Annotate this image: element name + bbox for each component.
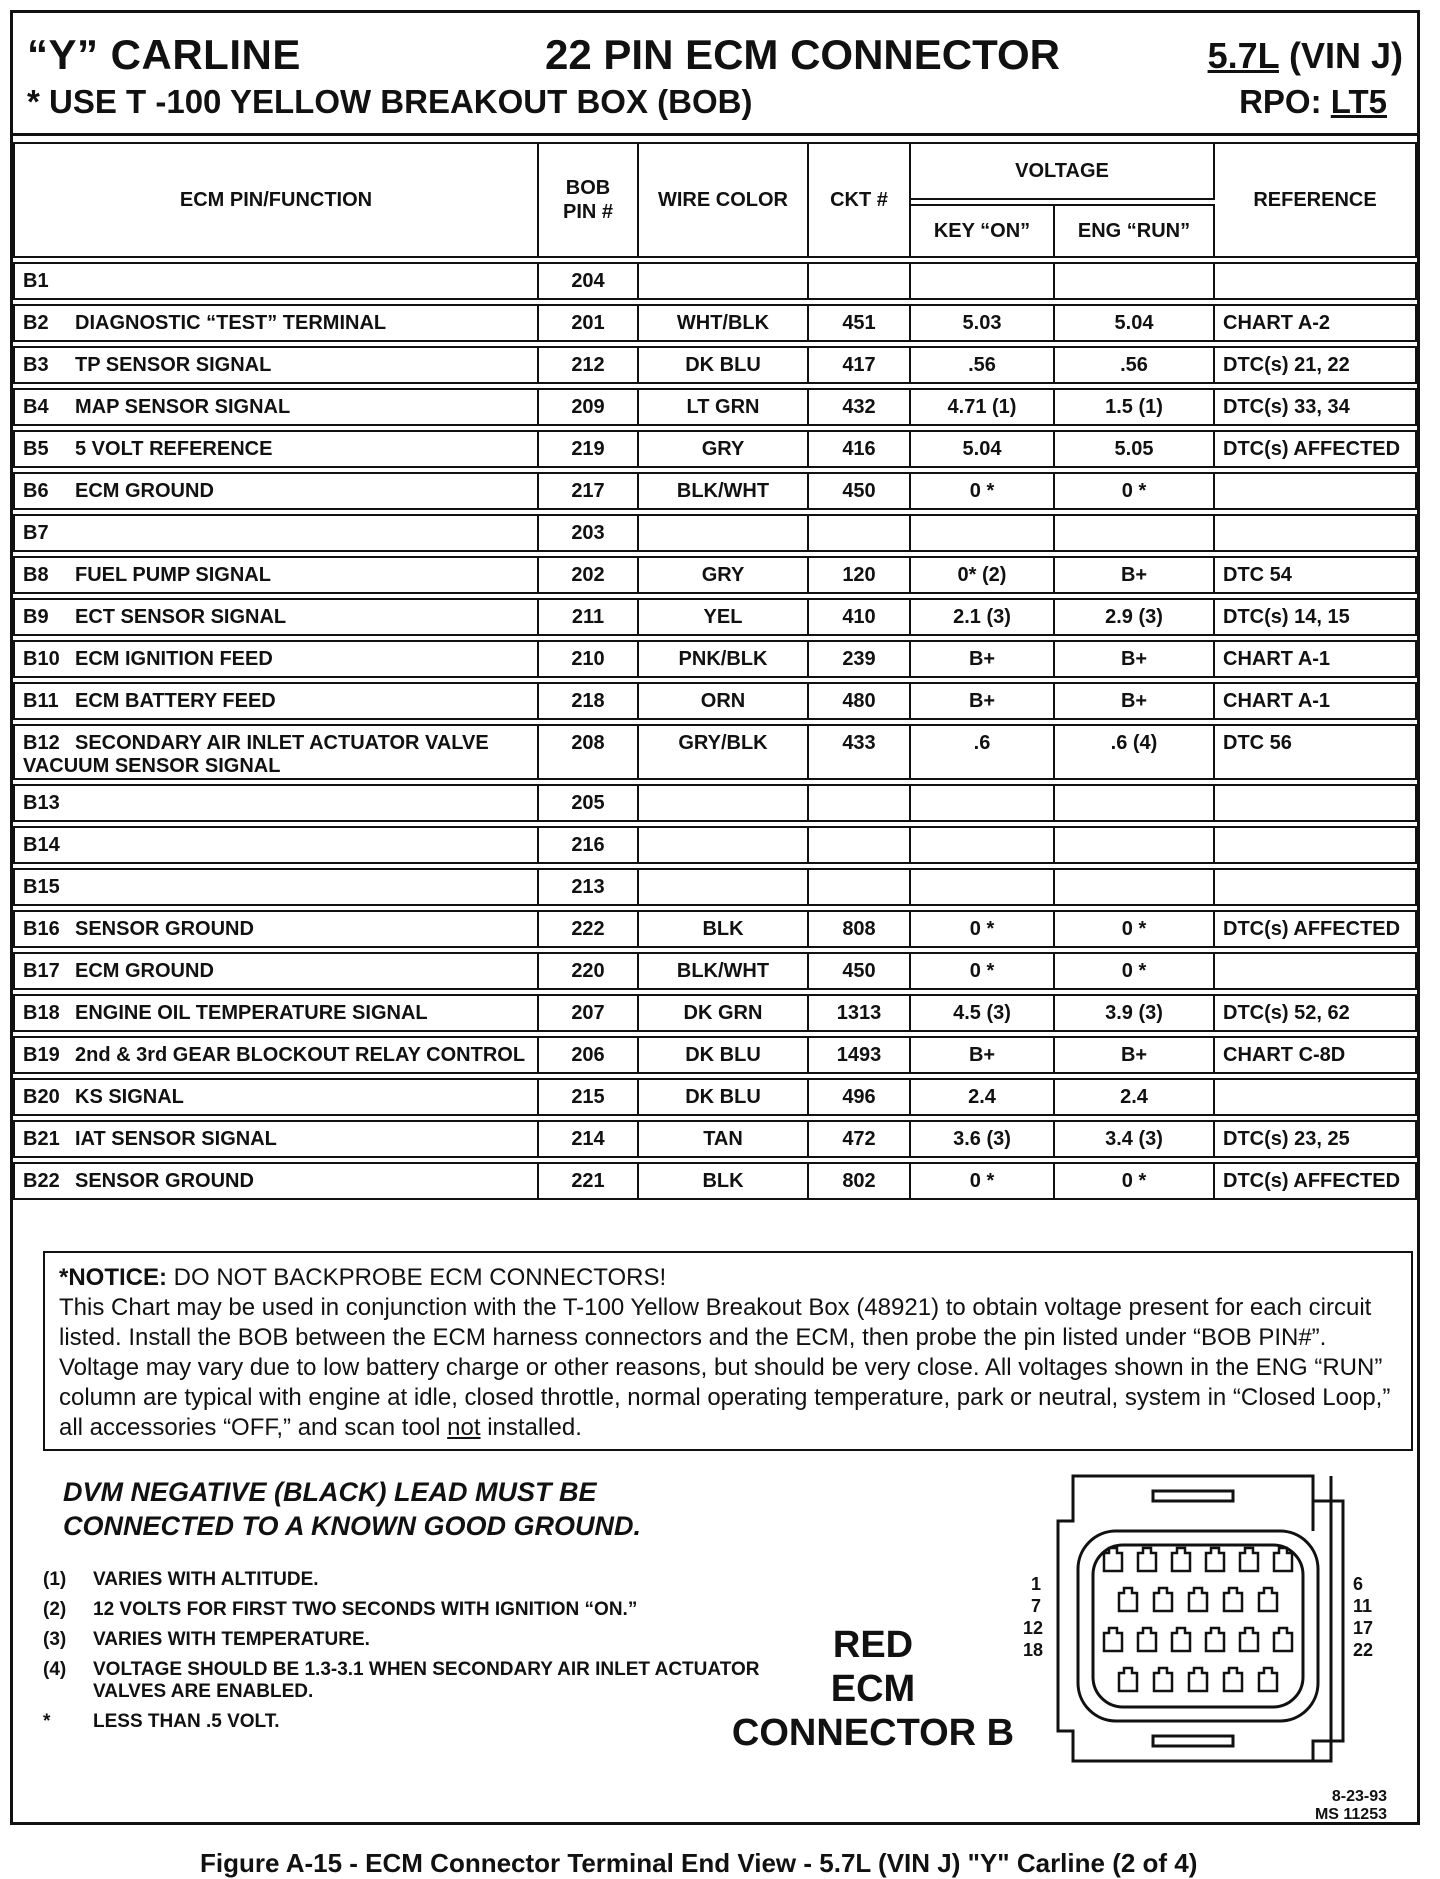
wire-color-cell: BLK [639, 910, 809, 948]
ckt-cell: 472 [809, 1120, 911, 1158]
connector-title: 22 PIN ECM CONNECTOR [545, 31, 1060, 78]
eng-run-voltage-cell: B+ [1055, 556, 1215, 594]
wire-color-cell: ORN [639, 682, 809, 720]
wire-color-cell: WHT/BLK [639, 304, 809, 342]
ckt-cell [809, 514, 911, 552]
pin-id: B18 [23, 1001, 60, 1024]
wire-color-cell: GRY [639, 430, 809, 468]
footnote-text: VARIES WITH ALTITUDE. [93, 1569, 319, 1590]
pin-id: B5 [23, 437, 49, 460]
ckt-cell: 450 [809, 952, 911, 990]
bob-pin-cell: 213 [539, 868, 639, 906]
wire-color-cell: BLK/WHT [639, 952, 809, 990]
reference-cell: DTC(s) 23, 25 [1215, 1120, 1417, 1158]
wire-color-cell: DK BLU [639, 1078, 809, 1116]
ckt-cell: 433 [809, 724, 911, 780]
wire-color-cell: DK BLU [639, 1036, 809, 1074]
eng-run-voltage-cell: 5.04 [1055, 304, 1215, 342]
bob-pin-cell: 218 [539, 682, 639, 720]
pin-id: B20 [23, 1085, 60, 1108]
eng-run-voltage-cell [1055, 826, 1215, 864]
footnote-key: * [43, 1711, 51, 1732]
col-header-eng-run: ENG “RUN” [1055, 204, 1215, 258]
pin-id: B1 [23, 269, 49, 292]
wire-color-cell: LT GRN [639, 388, 809, 426]
table-row [13, 1120, 1417, 1158]
table-row [13, 556, 1417, 594]
table-row [13, 826, 1417, 864]
reference-cell: DTC(s) 14, 15 [1215, 598, 1417, 636]
pin-cavity [1224, 1588, 1242, 1611]
bob-pin-cell: 207 [539, 994, 639, 1032]
eng-run-voltage-cell: 3.9 (3) [1055, 994, 1215, 1032]
bob-pin-cell: 216 [539, 826, 639, 864]
eng-run-voltage-cell: 5.05 [1055, 430, 1215, 468]
pin-function-cell [13, 1036, 539, 1074]
eng-run-voltage-cell: 0 * [1055, 952, 1215, 990]
table-row [13, 1036, 1417, 1074]
bob-pin-cell: 220 [539, 952, 639, 990]
pin-id: B15 [23, 875, 60, 898]
pin-table-body [13, 262, 1417, 1200]
reference-cell [1215, 514, 1417, 552]
ckt-cell [809, 784, 911, 822]
key-on-voltage-cell: 2.1 (3) [911, 598, 1055, 636]
ckt-cell: 808 [809, 910, 911, 948]
pin-id: B17 [23, 959, 60, 982]
pin-function-cell [13, 724, 539, 780]
pin-id: B7 [23, 521, 49, 544]
pin-cavity [1138, 1628, 1156, 1651]
eng-run-voltage-cell: 0 * [1055, 1162, 1215, 1200]
bob-pin-cell: 206 [539, 1036, 639, 1074]
ckt-cell: 1313 [809, 994, 911, 1032]
ckt-cell: 417 [809, 346, 911, 384]
key-on-voltage-cell: 0 * [911, 1162, 1055, 1200]
footnote-text: LESS THAN .5 VOLT. [93, 1711, 280, 1732]
ckt-cell: 451 [809, 304, 911, 342]
eng-run-voltage-cell: 1.5 (1) [1055, 388, 1215, 426]
reference-cell: DTC(s) 52, 62 [1215, 994, 1417, 1032]
wire-color-cell: TAN [639, 1120, 809, 1158]
ckt-cell: 802 [809, 1162, 911, 1200]
document-sheet [10, 10, 1420, 1825]
wire-color-cell: DK GRN [639, 994, 809, 1032]
eng-run-voltage-cell: .6 (4) [1055, 724, 1215, 780]
pin-id: B11 [23, 689, 59, 712]
footnote [43, 1569, 773, 1591]
pin-function: ECM BATTERY FEED [75, 689, 276, 712]
figure-caption: Figure A-15 - ECM Connector Terminal End View - 5.7L (VIN J) "Y" Carline (2 of 4) [200, 1848, 1198, 1878]
pin-cavity [1240, 1548, 1258, 1571]
footnote-text: VARIES WITH TEMPERATURE. [93, 1629, 370, 1650]
wire-color-cell [639, 784, 809, 822]
pin-cavity [1172, 1548, 1190, 1571]
notice-body-end: installed. [480, 1414, 582, 1441]
key-on-voltage-cell: .56 [911, 346, 1055, 384]
bob-pin-cell: 221 [539, 1162, 639, 1200]
engine-size: 5.7L [1207, 35, 1279, 76]
pin-function: 2nd & 3rd GEAR BLOCKOUT RELAY CONTROL [75, 1043, 526, 1066]
pin-id: B2 [23, 311, 49, 334]
reference-cell: CHART C-8D [1215, 1036, 1417, 1074]
eng-run-voltage-cell: B+ [1055, 1036, 1215, 1074]
key-on-voltage-cell: 0* (2) [911, 556, 1055, 594]
pin-function-cell [13, 1120, 539, 1158]
ckt-cell: 1493 [809, 1036, 911, 1074]
reference-cell [1215, 952, 1417, 990]
bob-pin-cell: 219 [539, 430, 639, 468]
pin-cavity [1172, 1628, 1190, 1651]
rpo-code [1239, 83, 1387, 121]
bob-pin-cell: 208 [539, 724, 639, 780]
notice-label: *NOTICE: [59, 1264, 167, 1291]
key-on-voltage-cell: 5.03 [911, 304, 1055, 342]
document-stamp [1315, 1788, 1387, 1824]
pin-function-cell [13, 640, 539, 678]
table-row [13, 304, 1417, 342]
eng-run-voltage-cell: 2.4 [1055, 1078, 1215, 1116]
reference-cell [1215, 262, 1417, 300]
col-header-ckt: CKT # [809, 142, 911, 258]
bob-pin-cell: 204 [539, 262, 639, 300]
table-row [13, 784, 1417, 822]
pin-function: ENGINE OIL TEMPERATURE SIGNAL [75, 1001, 428, 1024]
key-on-voltage-cell: 4.5 (3) [911, 994, 1055, 1032]
pin-function-cell [13, 910, 539, 948]
pin-cavity [1138, 1548, 1156, 1571]
reference-cell [1215, 868, 1417, 906]
table-row [13, 388, 1417, 426]
wire-color-cell [639, 262, 809, 300]
stamp-code: MS 11253 [1314, 1806, 1387, 1823]
key-on-voltage-cell: 2.4 [911, 1078, 1055, 1116]
col-header-function: ECM PIN/FUNCTION [13, 142, 539, 258]
wire-color-cell: GRY [639, 556, 809, 594]
pin-function-cell [13, 304, 539, 342]
pin-label-17: 17 [1353, 1618, 1374, 1638]
pin-function: SENSOR GROUND [75, 917, 254, 940]
key-on-voltage-cell: .6 [911, 724, 1055, 780]
pin-label-1: 1 [1031, 1574, 1042, 1594]
table-row [13, 346, 1417, 384]
reference-cell: CHART A-2 [1215, 304, 1417, 342]
connector-label-line2: ECM [830, 1668, 916, 1710]
table-row [13, 1078, 1417, 1116]
connector-label-line3: CONNECTOR B [731, 1712, 1015, 1754]
reference-cell: DTC 56 [1215, 724, 1417, 780]
pin-cavity [1274, 1628, 1292, 1651]
footnote-key: (3) [43, 1629, 67, 1650]
breakout-note: * USE T -100 YELLOW BREAKOUT BOX (BOB) [27, 83, 753, 120]
key-on-voltage-cell: B+ [911, 682, 1055, 720]
eng-run-voltage-cell: 0 * [1055, 910, 1215, 948]
ckt-cell: 120 [809, 556, 911, 594]
pin-id: B4 [23, 395, 49, 418]
ckt-cell: 239 [809, 640, 911, 678]
pin-function-cell [13, 388, 539, 426]
pin-function-cell [13, 826, 539, 864]
pin-function: 5 VOLT REFERENCE [75, 437, 273, 460]
pin-function: ECM GROUND [75, 959, 214, 982]
pin-function: MAP SENSOR SIGNAL [75, 395, 291, 418]
stamp-date: 8-23-93 [1331, 1788, 1387, 1805]
notice-emphasis: not [447, 1414, 481, 1441]
table-row [13, 262, 1417, 300]
table-row [13, 1162, 1417, 1200]
pin-id: B12 [23, 732, 60, 754]
reference-cell [1215, 826, 1417, 864]
ckt-cell: 496 [809, 1078, 911, 1116]
wire-color-cell: GRY/BLK [639, 724, 809, 780]
connector-label [713, 1623, 1033, 1755]
eng-run-voltage-cell: 3.4 (3) [1055, 1120, 1215, 1158]
pin-cavity [1240, 1628, 1258, 1651]
reference-cell: DTC(s) AFFECTED [1215, 430, 1417, 468]
col-header-key-on: KEY “ON” [911, 204, 1055, 258]
bob-pin-cell: 214 [539, 1120, 639, 1158]
notice-body [59, 1293, 1397, 1443]
pin-function: FUEL PUMP SIGNAL [75, 563, 271, 586]
pin-function: ECM IGNITION FEED [75, 647, 273, 670]
bob-pin-cell: 215 [539, 1078, 639, 1116]
connector-drawing [1013, 1461, 1403, 1776]
engine-id [1208, 35, 1403, 77]
eng-run-voltage-cell [1055, 784, 1215, 822]
table-row [13, 910, 1417, 948]
pin-id: B10 [23, 647, 60, 670]
footnotes [43, 1569, 773, 1741]
pin-id: B14 [23, 833, 60, 856]
pin-function: IAT SENSOR SIGNAL [75, 1127, 277, 1150]
eng-run-voltage-cell: B+ [1055, 682, 1215, 720]
pin-function-cell [13, 1078, 539, 1116]
key-on-voltage-cell: B+ [911, 640, 1055, 678]
pin-id: B21 [23, 1127, 60, 1150]
footnote [43, 1711, 773, 1733]
bob-pin-cell: 222 [539, 910, 639, 948]
bob-pin-cell: 210 [539, 640, 639, 678]
pin-function-cell [13, 994, 539, 1032]
bob-pin-cell: 209 [539, 388, 639, 426]
pin-id: B22 [23, 1169, 60, 1192]
eng-run-voltage-cell: 0 * [1055, 472, 1215, 510]
wire-color-cell: YEL [639, 598, 809, 636]
eng-run-voltage-cell: 2.9 (3) [1055, 598, 1215, 636]
ckt-cell [809, 262, 911, 300]
wire-color-cell [639, 826, 809, 864]
eng-run-voltage-cell: .56 [1055, 346, 1215, 384]
bob-pin-cell: 201 [539, 304, 639, 342]
pin-cavity [1189, 1668, 1207, 1691]
pin-id: B13 [23, 791, 60, 814]
bob-pin-cell: 212 [539, 346, 639, 384]
key-on-voltage-cell [911, 784, 1055, 822]
ckt-cell: 410 [809, 598, 911, 636]
pin-function-cell [13, 868, 539, 906]
footnote-key: (2) [43, 1599, 67, 1620]
eng-run-voltage-cell [1055, 514, 1215, 552]
pin-cavity [1259, 1588, 1277, 1611]
eng-run-voltage-cell [1055, 262, 1215, 300]
pin-function-cell [13, 598, 539, 636]
table-row [13, 598, 1417, 636]
key-on-voltage-cell [911, 868, 1055, 906]
pin-function-cell [13, 952, 539, 990]
footnote-key: (4) [43, 1659, 67, 1680]
pin-label-18: 18 [1023, 1640, 1044, 1660]
bob-pin-cell: 203 [539, 514, 639, 552]
wire-color-cell: DK BLU [639, 346, 809, 384]
eng-run-voltage-cell: B+ [1055, 640, 1215, 678]
wire-color-cell [639, 514, 809, 552]
pin-cavity [1154, 1588, 1172, 1611]
col-header-reference: REFERENCE [1215, 142, 1417, 258]
table-row [13, 514, 1417, 552]
reference-cell [1215, 1078, 1417, 1116]
pin-cavity [1154, 1668, 1172, 1691]
notice-box [43, 1251, 1413, 1451]
notice-headline [59, 1263, 1397, 1293]
reference-cell [1215, 472, 1417, 510]
table-row [13, 472, 1417, 510]
key-on-voltage-cell [911, 262, 1055, 300]
ckt-cell: 450 [809, 472, 911, 510]
rpo-label: RPO: [1239, 83, 1322, 120]
table-row [13, 724, 1417, 780]
key-on-voltage-cell: B+ [911, 1036, 1055, 1074]
col-header-wire-color: WIRE COLOR [639, 142, 809, 258]
pin-id: B6 [23, 479, 49, 502]
table-row [13, 430, 1417, 468]
footnote-key: (1) [43, 1569, 67, 1590]
pin-cavity [1224, 1668, 1242, 1691]
pin-cavity [1259, 1668, 1277, 1691]
pin-function: ECM GROUND [75, 479, 214, 502]
ckt-cell [809, 868, 911, 906]
reference-cell: CHART A-1 [1215, 682, 1417, 720]
table-row [13, 682, 1417, 720]
pin-table [13, 138, 1417, 1204]
pin-function-cell [13, 472, 539, 510]
wire-color-cell: BLK/WHT [639, 472, 809, 510]
col-header-voltage: VOLTAGE [911, 142, 1215, 200]
pin-label-6: 6 [1353, 1574, 1364, 1594]
eng-run-voltage-cell [1055, 868, 1215, 906]
key-on-voltage-cell: 3.6 (3) [911, 1120, 1055, 1158]
rpo-value: LT5 [1330, 83, 1387, 120]
bob-pin-cell: 202 [539, 556, 639, 594]
footnote [43, 1659, 773, 1703]
pin-label-22: 22 [1353, 1640, 1374, 1660]
reference-cell: DTC(s) 21, 22 [1215, 346, 1417, 384]
col-header-bob-pin: BOB PIN # [539, 142, 639, 258]
key-on-voltage-cell: 0 * [911, 952, 1055, 990]
pin-cavity [1119, 1668, 1137, 1691]
wire-color-cell [639, 868, 809, 906]
ckt-cell [809, 826, 911, 864]
key-on-voltage-cell: 5.04 [911, 430, 1055, 468]
footnote [43, 1599, 773, 1621]
pin-label-11: 11 [1353, 1596, 1373, 1616]
pin-cavity [1104, 1628, 1122, 1651]
pin-label-7: 7 [1031, 1596, 1042, 1616]
pin-id: B9 [23, 605, 49, 628]
bob-pin-cell: 211 [539, 598, 639, 636]
wire-color-cell: PNK/BLK [639, 640, 809, 678]
document-header [13, 13, 1417, 136]
pin-id: B16 [23, 917, 60, 940]
pin-function: SECONDARY AIR INLET ACTUATOR VALVE VACUUM SENSOR SIGNAL [23, 732, 489, 777]
carline-title: “Y” CARLINE [27, 31, 301, 78]
reference-cell: CHART A-1 [1215, 640, 1417, 678]
pin-function: ECT SENSOR SIGNAL [75, 605, 287, 628]
pin-function: TP SENSOR SIGNAL [75, 353, 272, 376]
pin-cavity [1206, 1548, 1224, 1571]
pin-function-cell [13, 682, 539, 720]
pin-cavity [1206, 1628, 1224, 1651]
reference-cell: DTC 54 [1215, 556, 1417, 594]
table-row [13, 640, 1417, 678]
dvm-warning: DVM NEGATIVE (BLACK) LEAD MUST BE CONNECTED TO A KNOWN GOOD GROUND. [63, 1477, 641, 1541]
ckt-cell: 432 [809, 388, 911, 426]
pin-function: SENSOR GROUND [75, 1169, 254, 1192]
pin-function-cell [13, 514, 539, 552]
bob-pin-cell: 217 [539, 472, 639, 510]
footnote-text: VOLTAGE SHOULD BE 1.3-3.1 WHEN SECONDARY AIR INLET ACTUATOR VALVES ARE ENABLED. [93, 1659, 760, 1702]
pin-id: B8 [23, 563, 49, 586]
ckt-cell: 480 [809, 682, 911, 720]
connector-diagram [1013, 1461, 1403, 1781]
bob-pin-cell: 205 [539, 784, 639, 822]
pin-function-cell [13, 430, 539, 468]
pin-function: DIAGNOSTIC “TEST” TERMINAL [75, 311, 387, 334]
wire-color-cell: BLK [639, 1162, 809, 1200]
pin-id: B19 [23, 1043, 60, 1066]
pin-function-cell [13, 556, 539, 594]
key-on-voltage-cell: 4.71 (1) [911, 388, 1055, 426]
pin-id: B3 [23, 353, 49, 376]
reference-cell: DTC(s) AFFECTED [1215, 910, 1417, 948]
notice-headline-text: DO NOT BACKPROBE ECM CONNECTORS! [173, 1264, 667, 1291]
key-on-voltage-cell: 0 * [911, 472, 1055, 510]
table-row [13, 952, 1417, 990]
pin-function-cell [13, 1162, 539, 1200]
pin-cavity [1189, 1588, 1207, 1611]
pin-cavity [1119, 1588, 1137, 1611]
footnote [43, 1629, 773, 1651]
pin-function-cell [13, 784, 539, 822]
key-on-voltage-cell: 0 * [911, 910, 1055, 948]
notice-body-text: This Chart may be used in conjunction with the T-100 Yellow Breakout Box (48921) to obtain voltage present for each circuit listed. Install the BOB between the ECM harness connectors and the ECM, then probe the pin listed under “BOB PIN#”. Voltage may vary due to low battery charge or other reasons, but should be very close. All voltages shown in the ENG “RUN” column are typical with engine at idle, closed throttle, normal operating temperature, park or neutral, system in “Closed Loop,” all accessories “OFF,” and scan tool [59, 1294, 1391, 1441]
table-row [13, 994, 1417, 1032]
pin-function: KS SIGNAL [75, 1085, 184, 1108]
key-on-voltage-cell [911, 826, 1055, 864]
connector-label-line1: RED [832, 1624, 914, 1666]
reference-cell: DTC(s) AFFECTED [1215, 1162, 1417, 1200]
vin-code: (VIN J) [1288, 35, 1403, 76]
pin-function-cell [13, 262, 539, 300]
key-on-voltage-cell [911, 514, 1055, 552]
table-row [13, 868, 1417, 906]
pin-function-cell [13, 346, 539, 384]
reference-cell: DTC(s) 33, 34 [1215, 388, 1417, 426]
ckt-cell: 416 [809, 430, 911, 468]
reference-cell [1215, 784, 1417, 822]
footnote-text: 12 VOLTS FOR FIRST TWO SECONDS WITH IGNITION “ON.” [93, 1599, 638, 1620]
pin-label-12: 12 [1023, 1618, 1044, 1638]
